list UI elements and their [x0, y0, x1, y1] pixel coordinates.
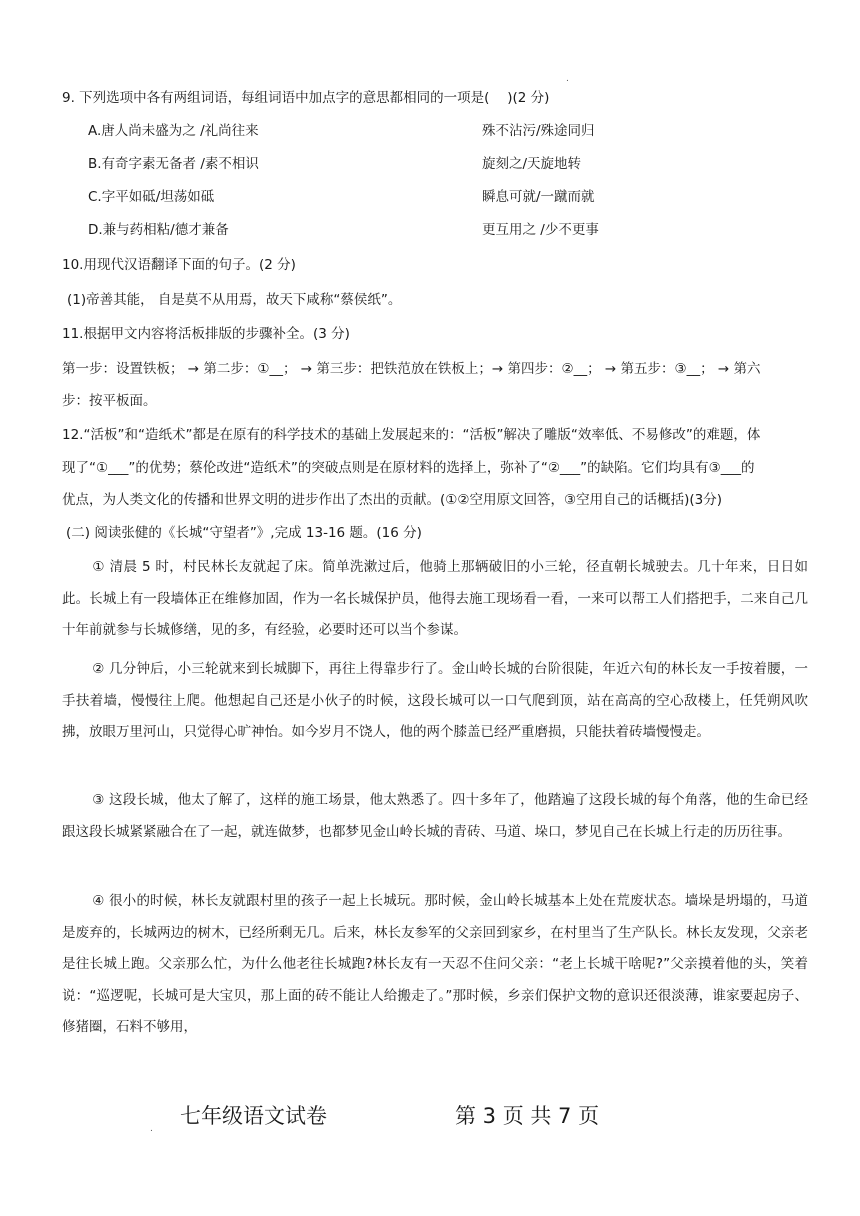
q9-option-b: B.有奇字素无备者 /素不相识 [88, 156, 259, 172]
passage-paragraph-3-text: ③ 这段长城，他太了解了，这样的施工场景，他太熟悉了。四十多年了，他踏遍了这段长城的每个角落，他的生命已经跟这段长城紧紧融合在了一起，就连做梦，也都梦见金山岭长城的青砖、马道、垛口，梦见自己在长城上行走的历历往事。 [62, 792, 808, 840]
passage-paragraph-3 [62, 785, 808, 848]
passage-paragraph-4-text: ④ 很小的时候，林长友就跟村里的孩子一起上长城玩。那时候，金山岭长城基本上处在荒废状态。墙垛是坍塌的，马道是废弃的，长城两边的树木，已经所剩无几。后来，林长友参军的父亲回到家乡，在村里当了生产队长。林长友发现，父亲老是往长城上跑。父亲那么忙，为什么他老往长城跑?林长友有一天忍不住问父亲：“老上长城干啥呢?”父亲摸着他的头，笑着说：“巡逻呢，长城可是大宝贝，那上面的砖不能让人给搬走了。”那时候，乡亲们保护文物的意识还很淡薄，谁家要起房子、修猪圈，石料不够用， [62, 893, 808, 1035]
q9-option-c-pair: 瞬息可就/一蹴而就 [482, 189, 595, 205]
q9-option-a-pair: 殊不沾污/殊途同归 [482, 123, 595, 139]
q9-option-d: D.兼与药相粘/德才兼备 [88, 222, 229, 238]
scan-dot-bottom: . [150, 1124, 153, 1134]
q9-option-b-pair: 旋刻之/天旋地转 [482, 156, 582, 172]
passage-paragraph-4 [62, 886, 808, 1044]
footer-subject: 七年级语文试卷 [180, 1104, 327, 1128]
q12-line2: 现了“①___”的优势；蔡伦改进“造纸术”的突破点则是在原材料的选择上，弥补了“②___”的缺陷。它们均具有③___的 [62, 460, 755, 476]
q11-steps-line1: 第一步：设置铁板； → 第二步：①__； → 第三步：把铁范放在铁板上；→ 第四步：②__； → 第五步：③__； → 第六 [62, 361, 761, 377]
q10-sentence: (1)帝善其能， 自是莫不从用焉，故天下咸称“蔡侯纸”。 [67, 292, 402, 308]
q9-stem: 9. 下列选项中各有两组词语，每组词语中加点字的意思都相同的一项是( )(2 分) [62, 90, 550, 106]
q9-option-c: C.字平如砥/坦荡如砥 [88, 189, 215, 205]
q9-option-d-pair: 更互用之 /少不更事 [482, 222, 599, 238]
passage-paragraph-1-text: ① 清晨 5 时，村民林长友就起了床。简单洗漱过后，他骑上那辆破旧的小三轮，径直朝长城驶去。几十年来，日日如此。长城上有一段墙体正在维修加固，作为一名长城保护员，他得去施工现场看一看，一来可以帮工人们搭把手，二来自己几十年前就参与长城修缮，见的多，有经验，必要时还可以当个参谋。 [62, 559, 808, 638]
q10-stem: 10.用现代汉语翻译下面的句子。(2 分) [62, 257, 296, 273]
passage-paragraph-2-text: ② 几分钟后，小三轮就来到长城脚下，再往上得靠步行了。金山岭长城的台阶很陡，年近六旬的林长友一手按着腰，一手扶着墙，慢慢往上爬。他想起自己还是小伙子的时候，这段长城可以一口气爬到顶，站在高高的空心敌楼上，任凭朔风吹拂，放眼万里河山，只觉得心旷神怡。如今岁月不饶人，他的两个膝盖已经严重磨损，只能扶着砖墙慢慢走。 [62, 661, 808, 740]
q12-line1: 12.“活板”和“造纸术”都是在原有的科学技术的基础上发展起来的：“活板”解决了雕版“效率低、不易修改”的难题，体 [62, 427, 761, 443]
q11-stem: 11.根据甲文内容将活板排版的步骤补全。(3 分) [62, 326, 350, 342]
q11-steps-line2: 步：按平板面。 [62, 393, 157, 409]
passage-paragraph-1 [62, 552, 808, 647]
scan-dot: . [566, 74, 569, 84]
q12-line3: 优点，为人类文化的传播和世界文明的进步作出了杰出的贡献。(①②空用原文回答，③空用自己的话概括)(3分) [62, 492, 722, 508]
passage-paragraph-2 [62, 654, 808, 749]
footer-page-number: 第 3 页 共 7 页 [455, 1104, 600, 1128]
section2-heading: (二) 阅读张健的《长城“守望者”》,完成 13-16 题。(16 分) [66, 525, 422, 541]
q9-option-a: A.唐人尚未盛为之 /礼尚往来 [88, 123, 259, 139]
